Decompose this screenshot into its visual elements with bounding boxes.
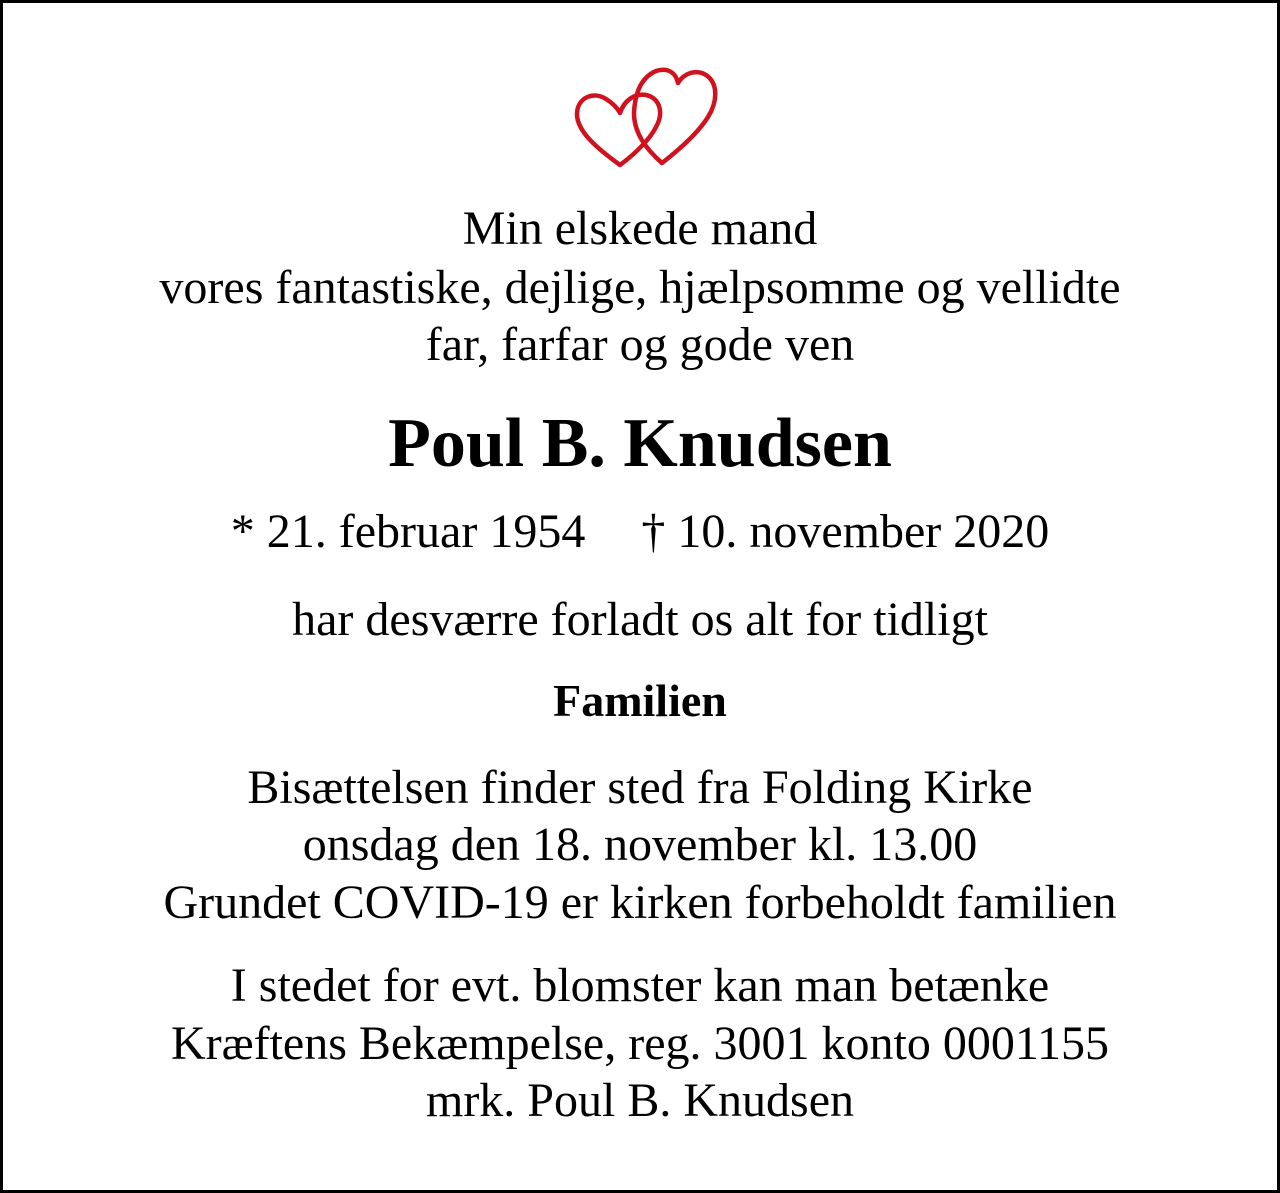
donation-line-1: I stedet for evt. blomster kan man betænke xyxy=(230,959,1050,1012)
funeral-line-2: onsdag den 18. november kl. 13.00 xyxy=(302,818,978,871)
intro-line-1: Min elskede mand xyxy=(462,202,818,255)
intertwined-hearts-icon xyxy=(568,61,720,173)
family-signature: Familien xyxy=(553,675,727,726)
funeral-line-3: Grundet COVID-19 er kirken forbeholdt familien xyxy=(163,876,1117,929)
funeral-line-1: Bisættelsen finder sted fra Folding Kirke xyxy=(247,761,1033,814)
passing-message: har desværre forladt os alt for tidligt xyxy=(292,593,988,646)
donation-line-3: mrk. Poul B. Knudsen xyxy=(425,1074,854,1127)
life-dates xyxy=(3,505,1277,558)
donation-line-2: Kræftens Bekæmpelse, reg. 3001 konto 0001155 xyxy=(170,1017,1110,1070)
right-heart xyxy=(634,70,715,163)
birth-symbol: * xyxy=(230,505,255,558)
left-heart xyxy=(577,95,660,165)
death-date: 10. november 2020 xyxy=(677,505,1050,558)
deceased-name: Poul B. Knudsen xyxy=(388,405,892,482)
intro-line-3: far, farfar og gode ven xyxy=(425,318,855,371)
death-symbol: † xyxy=(641,505,666,558)
birth-date: 21. februar 1954 xyxy=(266,505,586,558)
intro-line-2: vores fantastiske, dejlige, hjælpsomme og vellidte xyxy=(159,261,1121,314)
